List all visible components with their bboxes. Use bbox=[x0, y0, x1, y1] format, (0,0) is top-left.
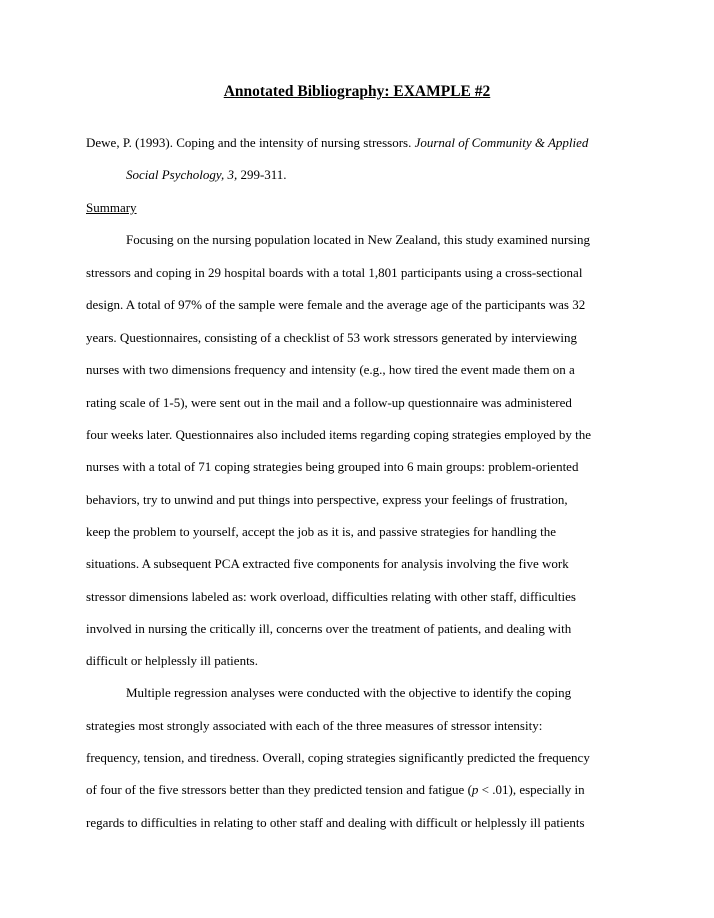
body-text: < .01), especially in bbox=[478, 782, 585, 797]
body-line: regards to difficulties in relating to other staff and dealing with difficult or helplessly ill patients bbox=[86, 815, 585, 830]
summary-heading: Summary bbox=[86, 200, 137, 215]
body-line: stressors and coping in 29 hospital boards with a total 1,801 participants using a cross-sectional bbox=[86, 265, 583, 280]
body-line: rating scale of 1-5), were sent out in the mail and a follow-up questionnaire was administered bbox=[86, 395, 572, 410]
body-line: difficult or helplessly ill patients. bbox=[86, 653, 258, 668]
body-text: of four of the five stressors better than they predicted tension and fatigue ( bbox=[86, 782, 472, 797]
p-value-symbol: p bbox=[471, 782, 479, 797]
document-title: Annotated Bibliography: EXAMPLE #2 bbox=[223, 83, 491, 100]
body-line: behaviors, try to unwind and put things into perspective, express your feelings of frustration, bbox=[86, 492, 568, 507]
body-line: stressor dimensions labeled as: work overload, difficulties relating with other staff, difficulties bbox=[86, 589, 576, 604]
body-line: nurses with a total of 71 coping strategies being grouped into 6 main groups: problem-oriented bbox=[86, 459, 579, 474]
body-line: years. Questionnaires, consisting of a checklist of 53 work stressors generated by interviewing bbox=[86, 330, 577, 345]
citation-line-2 bbox=[126, 166, 287, 184]
body-line: keep the problem to yourself, accept the job as it is, and passive strategies for handling the bbox=[86, 524, 557, 539]
citation-journal-volume: Social Psychology, 3, bbox=[126, 167, 238, 182]
body-line: four weeks later. Questionnaires also included items regarding coping strategies employed by the bbox=[86, 427, 592, 442]
body-line: frequency, tension, and tiredness. Overall, coping strategies significantly predicted the frequency bbox=[86, 750, 590, 765]
body-line: involved in nursing the critically ill, concerns over the treatment of patients, and dealing with bbox=[86, 621, 572, 636]
body-line: Multiple regression analyses were conducted with the objective to identify the coping bbox=[126, 685, 572, 700]
body-line: strategies most strongly associated with each of the three measures of stressor intensity: bbox=[86, 718, 543, 733]
body-line-with-italic bbox=[86, 781, 585, 799]
body-line: nurses with two dimensions frequency and intensity (e.g., how tired the event made them on a bbox=[86, 362, 575, 377]
citation-pages: 299-311. bbox=[237, 167, 287, 182]
citation-line-1 bbox=[86, 134, 588, 152]
body-line: Focusing on the nursing population located in New Zealand, this study examined nursing bbox=[126, 232, 590, 247]
citation-author-title: Dewe, P. (1993). Coping and the intensity of nursing stressors. bbox=[86, 135, 415, 150]
body-line: situations. A subsequent PCA extracted five components for analysis involving the five work bbox=[86, 556, 569, 571]
citation-journal: Journal of Community & Applied bbox=[414, 135, 589, 150]
body-line: design. A total of 97% of the sample were female and the average age of the participants was 32 bbox=[86, 297, 586, 312]
